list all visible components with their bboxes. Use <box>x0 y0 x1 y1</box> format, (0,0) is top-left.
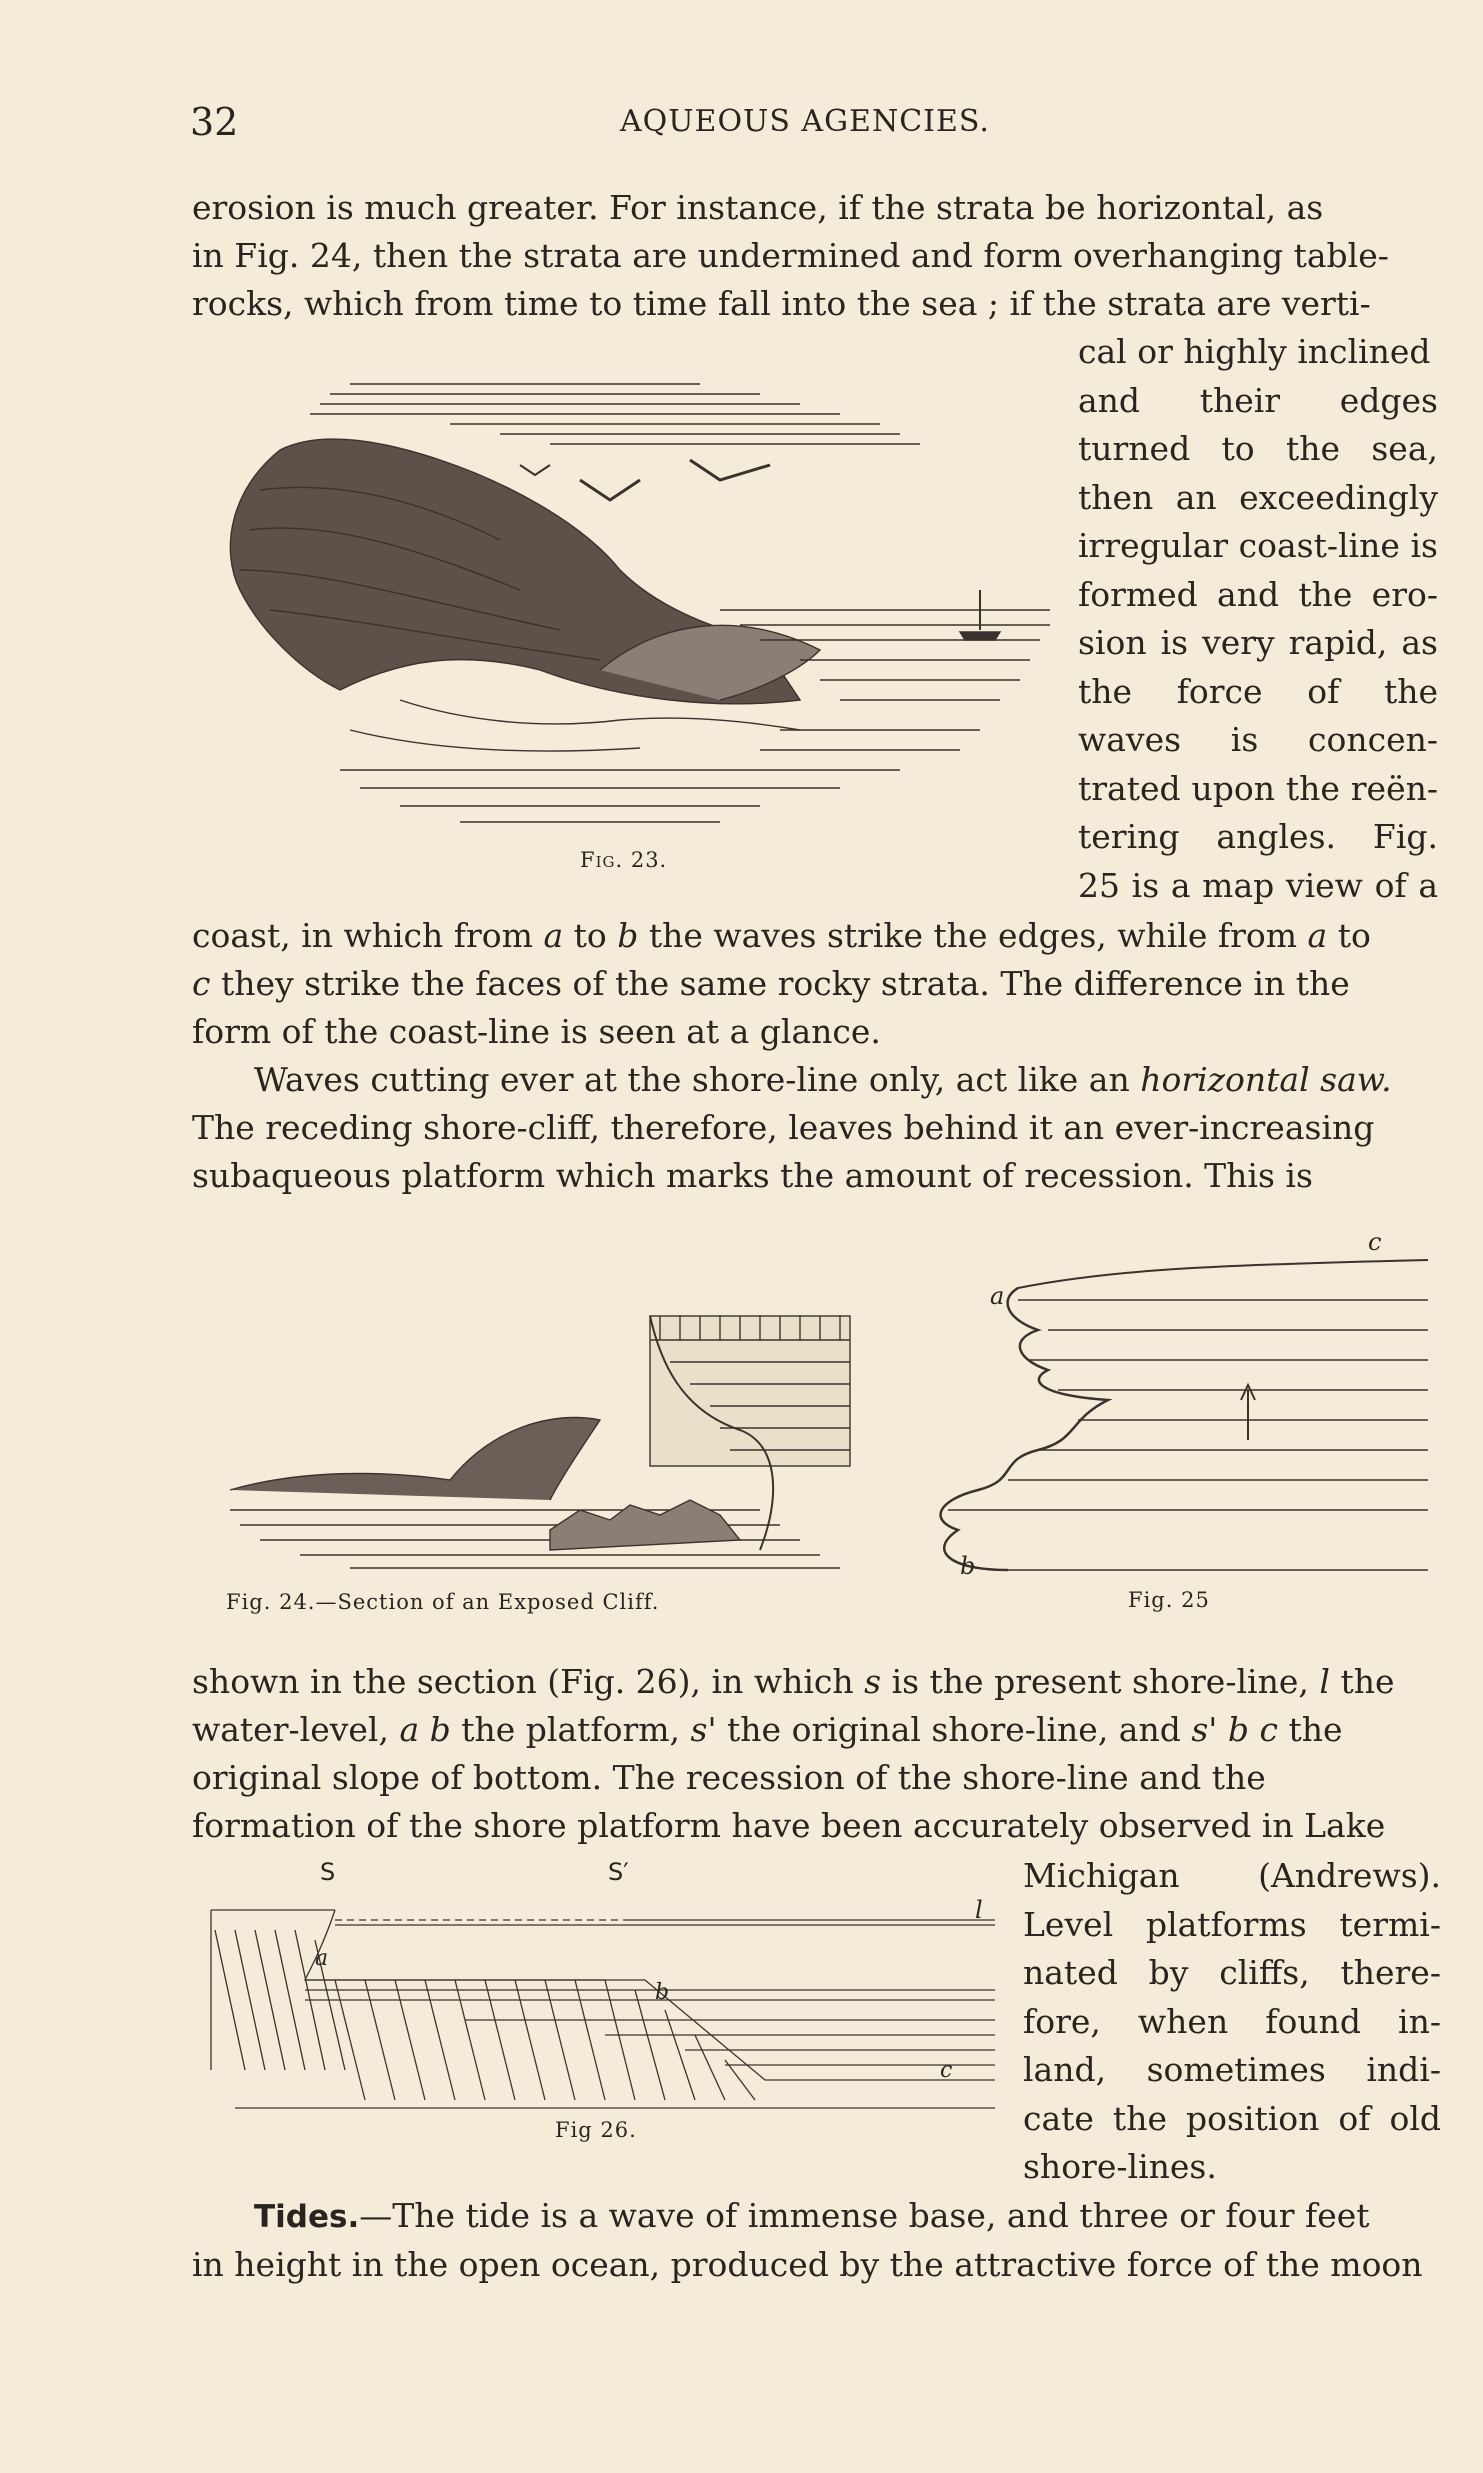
var-sbc: s' b c <box>1191 1710 1278 1749</box>
text-line: form of the coast-line is seen at a glance. <box>192 1012 881 1051</box>
text-line: formation of the shore platform have been accurately observed in Lake <box>192 1806 1386 1845</box>
letter-b: b <box>617 916 639 955</box>
text-span: water-level, <box>192 1710 389 1749</box>
fig23-illustration <box>200 370 1060 850</box>
fig23-caption: Fig. 23. <box>580 848 668 872</box>
text-line: then an exceedingly <box>1078 477 1438 517</box>
text-span: the <box>1288 1710 1343 1749</box>
letter-a: a <box>1307 916 1328 955</box>
text-span: coast, in which from <box>192 916 533 955</box>
figure-23 <box>200 370 1060 872</box>
paragraph-section <box>192 1658 1442 1850</box>
text-line: Level platforms termi- <box>1023 1904 1441 1944</box>
text-span: the platform, <box>461 1710 681 1749</box>
figure-26 <box>205 1858 1005 2142</box>
paragraph-erosion-wrap <box>1078 328 1438 910</box>
fig25-label-c: c <box>1368 1228 1382 1256</box>
fig26-section <box>205 1870 1005 2120</box>
text-line: and their edges <box>1078 380 1438 420</box>
var-s: s <box>864 1662 882 1701</box>
text-span: is the present shore-line, <box>891 1662 1309 1701</box>
text-line <box>192 960 1442 1008</box>
fig25-label-a: a <box>990 1282 1005 1310</box>
text-line: shore-lines. <box>1023 2147 1217 2186</box>
fig26-label-a: a <box>315 1946 329 1971</box>
fig26-label-s-prime: S′ <box>608 1858 629 1886</box>
text-line: cate the position of old <box>1023 2098 1441 2138</box>
text-line <box>192 1706 1442 1754</box>
text-line <box>192 912 1442 960</box>
text-line: fore, when found in- <box>1023 2001 1441 2041</box>
figure-25 <box>908 1228 1448 1612</box>
text-span: to <box>573 916 607 955</box>
text-line: in Fig. 24, then the strata are undermined and form overhanging table- <box>192 236 1389 275</box>
fig24-caption: Fig. 24.—Section of an Exposed Cliff. <box>226 1590 660 1614</box>
var-l: l <box>1319 1662 1330 1701</box>
text-line: the force of the <box>1078 671 1438 711</box>
text-line: 25 is a map view of a <box>1078 865 1438 905</box>
text-span: to <box>1337 916 1371 955</box>
fig25-label-b: b <box>960 1552 976 1580</box>
var-s-prime: s' <box>690 1710 717 1749</box>
figure-24 <box>220 1300 870 1614</box>
text-line: The receding shore-cliff, therefore, leaves behind it an ever-increasing <box>192 1108 1375 1147</box>
paragraph-coast <box>192 912 1442 1056</box>
text-line <box>192 2192 1442 2241</box>
text-span: they strike the faces of the same rocky strata. The difference in the <box>220 964 1350 1003</box>
fig24-illustration <box>220 1300 870 1580</box>
text-line: in height in the open ocean, produced by the attractive force of the moon <box>192 2245 1423 2284</box>
fig26-label-c: c <box>940 2058 953 2083</box>
text-line: original slope of bottom. The recession of the shore-line and the <box>192 1758 1266 1797</box>
text-line: irregular coast-line is <box>1078 526 1438 565</box>
fig26-label-s: S <box>320 1858 336 1886</box>
text-span: —The tide is a wave of immense base, and three or four feet <box>359 2196 1370 2235</box>
text-line: subaqueous platform which marks the amount of recession. This is <box>192 1156 1313 1195</box>
fig25-caption: Fig. 25 <box>1128 1588 1210 1612</box>
text-line: turned to the sea, <box>1078 429 1438 468</box>
text-line: Michigan (Andrews). <box>1023 1856 1441 1895</box>
letter-c: c <box>192 964 211 1003</box>
tides-heading: Tides. <box>254 2199 360 2235</box>
fig26-label-b: b <box>655 1980 670 2005</box>
text-line: trated upon the reën- <box>1078 768 1438 808</box>
text-line: erosion is much greater. For instance, if the strata be horizontal, as <box>192 188 1324 227</box>
page-number: 32 <box>190 100 239 144</box>
fig26-caption: Fig 26. <box>555 2118 637 2142</box>
letter-a: a <box>543 916 564 955</box>
text-span: the waves strike the edges, while from <box>648 916 1298 955</box>
text-span: Waves cutting ever at the shore-line only, act like an <box>254 1060 1130 1099</box>
text-line: waves is concen- <box>1078 720 1438 759</box>
text-span: shown in the section (Fig. 26), in which <box>192 1662 854 1701</box>
paragraph-tides <box>192 2192 1442 2289</box>
fig25-map <box>908 1230 1448 1600</box>
text-line: sion is very rapid, as <box>1078 623 1438 662</box>
text-line <box>192 1658 1442 1706</box>
text-span: the <box>1340 1662 1395 1701</box>
text-line: formed and the ero- <box>1078 574 1438 614</box>
text-span: the original shore-line, and <box>727 1710 1181 1749</box>
text-line: nated by cliffs, there- <box>1023 1953 1441 1992</box>
paragraph-waves <box>192 1056 1442 1200</box>
text-line <box>192 1056 1442 1104</box>
text-line: land, sometimes indi- <box>1023 2050 1441 2089</box>
text-line: rocks, which from time to time fall into the sea ; if the strata are verti- <box>192 284 1371 323</box>
text-line: cal or highly inclined <box>1078 332 1431 371</box>
paragraph-erosion <box>192 184 1442 328</box>
paragraph-section-wrap <box>1023 1852 1441 2192</box>
fig26-label-l: l <box>975 1896 983 1924</box>
text-line: tering angles. Fig. <box>1078 817 1438 856</box>
emphasis: horizontal saw. <box>1140 1060 1392 1099</box>
running-title: AQUEOUS AGENCIES. <box>620 104 990 139</box>
var-ab: a b <box>399 1710 451 1749</box>
